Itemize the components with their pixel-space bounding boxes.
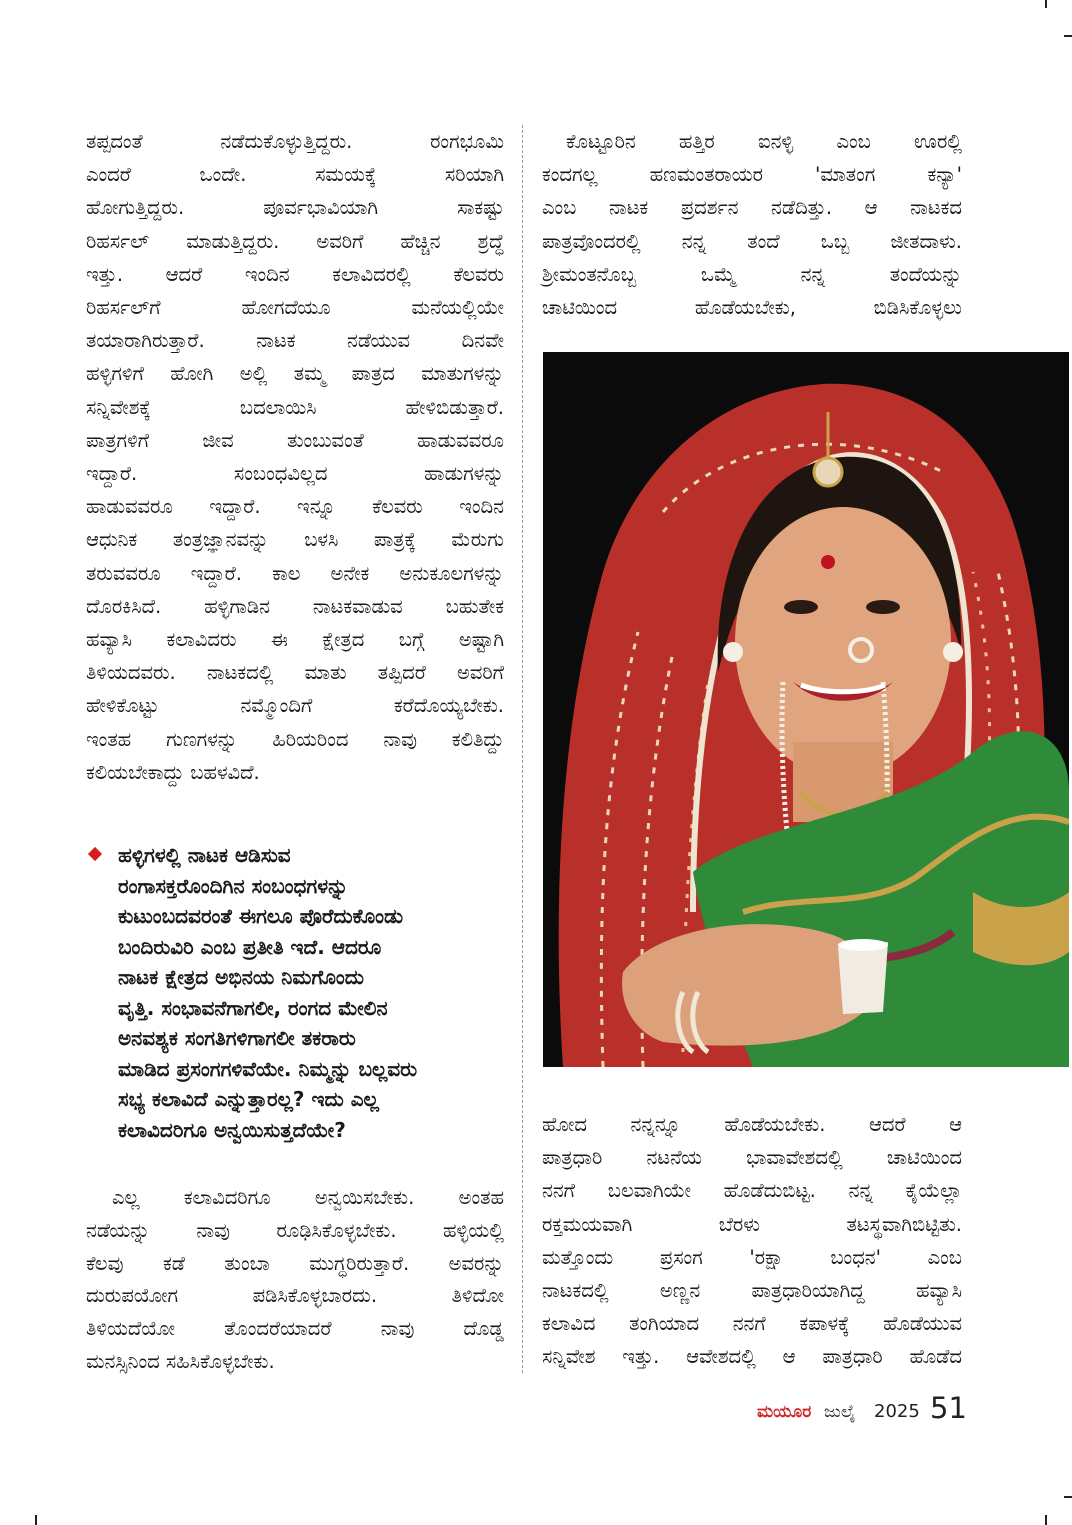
question-line: ಮಾಡಿದ ಪ್ರಸಂಗಗಳಿವೆಯೇ. ನಿಮ್ಮನ್ನು ಬಲ್ಲವರು bbox=[118, 1056, 418, 1081]
text-line: ಎಂಬ ನಾಟಕ ಪ್ರದರ್ಶನ ನಡೆದಿತ್ತು. ಆ ನಾಟಕದ bbox=[542, 196, 962, 220]
question-line: ರಂಗಾಸಕ್ತರೊಂದಿಗಿನ ಸಂಬಂಧಗಳನ್ನು bbox=[118, 873, 349, 898]
portrait-photo-illustration bbox=[543, 352, 1069, 1067]
text-line: ತಯಾರಾಗಿರುತ್ತಾರೆ. ನಾಟಕ ನಡೆಯುವ ದಿನವೇ bbox=[86, 329, 504, 353]
question-line: ಬಂದಿರುವಿರಿ ಎಂಬ ಪ್ರತೀತಿ ಇದೆ. ಆದರೂ bbox=[118, 934, 382, 959]
text-line: ಪಾತ್ರವೊಂದರಲ್ಲಿ ನನ್ನ ತಂದೆ ಒಬ್ಬ ಜೀತದಾಳು. bbox=[542, 229, 962, 253]
issue-month: ಜುಲೈ bbox=[824, 1402, 856, 1422]
text-line: ಇಂತಹ ಗುಣಗಳನ್ನು ಹಿರಿಯರಿಂದ ನಾವು ಕಲಿತಿದ್ದು bbox=[86, 727, 504, 751]
page-footer bbox=[752, 1390, 967, 1430]
text-line: ಹಾಡುವವರೂ ಇದ್ದಾರೆ. ಇನ್ನೂ ಕೆಲವರು ಇಂದಿನ bbox=[86, 495, 504, 519]
right-column-top bbox=[542, 125, 962, 324]
text-line: ತಪ್ಪದಂತೆ ನಡೆದುಕೊಳ್ಳುತ್ತಿದ್ದರು. ರಂಗಭೂಮಿ bbox=[86, 130, 504, 153]
question-line: ವೃತ್ತಿ. ಸಂಭಾವನೆಗಾಗಲೀ, ರಂಗದ ಮೇಲಿನ bbox=[118, 995, 388, 1020]
text-line: ಕಲಿಯಬೇಕಾದ್ದು ಬಹಳವಿದೆ. bbox=[86, 760, 260, 784]
text-line: ದೊರಕಿಸಿದೆ. ಹಳ್ಳಿಗಾಡಿನ ನಾಟಕವಾಡುವ ಬಹುತೇಕ bbox=[86, 594, 504, 618]
text-line: ಮತ್ತೊಂದು ಪ್ರಸಂಗ 'ರಕ್ಷಾ ಬಂಧನ' ಎಂಬ bbox=[542, 1245, 962, 1269]
crop-mark-bottom-right bbox=[1045, 1515, 1047, 1525]
text-line: ಕಲಾವಿದ ತಂಗಿಯಾದ ನನಗೆ ಕಪಾಳಕ್ಕೆ ಹೊಡೆಯುವ bbox=[542, 1312, 962, 1336]
text-line: ನಾಟಕದಲ್ಲಿ ಅಣ್ಣನ ಪಾತ್ರಧಾರಿಯಾಗಿದ್ದ ಹವ್ಯಾಸಿ bbox=[542, 1279, 962, 1303]
question-line: ನಾಟಕ ಕ್ಷೇತ್ರದ ಅಭಿನಯ ನಿಮಗೊಂದು bbox=[118, 965, 364, 989]
portrait-photo bbox=[543, 352, 1069, 1067]
answer-line: ದುರುಪಯೋಗ ಪಡಿಸಿಕೊಳ್ಳಬಾರದು. ತಿಳಿದೋ bbox=[86, 1284, 504, 1308]
answer-line: ಎಲ್ಲ ಕಲಾವಿದರಿಗೂ ಅನ್ವಯಿಸಬೇಕು. ಅಂತಹ bbox=[112, 1186, 504, 1209]
interview-question bbox=[86, 840, 506, 1145]
text-line: ಸನ್ನಿವೇಶ ಇತ್ತು. ಆವೇಶದಲ್ಲಿ ಆ ಪಾತ್ರಧಾರಿ ಹೊಡೆದ bbox=[542, 1345, 962, 1369]
text-line: ಹಳ್ಳಿಗಳಿಗೆ ಹೋಗಿ ಅಲ್ಲಿ ತಮ್ಮ ಪಾತ್ರದ ಮಾತುಗಳನ್ನು bbox=[86, 362, 504, 386]
question-line: ಹಳ್ಳಿಗಳಲ್ಲಿ ನಾಟಕ ಆಡಿಸುವ bbox=[118, 843, 291, 867]
text-line: ರಿಹರ್ಸಲ್‌ಗೆ ಹೋಗದೆಯೂ ಮನೆಯಲ್ಲಿಯೇ bbox=[86, 296, 504, 320]
text-line: ಪಾತ್ರಧಾರಿ ನಟನೆಯ ಭಾವಾವೇಶದಲ್ಲಿ ಚಾಟಿಯಿಂದ bbox=[542, 1146, 962, 1170]
question-line: ಅನವಶ್ಯಕ ಸಂಗತಿಗಳಿಗಾಗಲೀ ತಕರಾರು bbox=[118, 1026, 356, 1050]
question-line: ಕುಟುಂಬದವರಂತೆ ಈಗಲೂ ಪೊರೆದುಕೊಂಡು bbox=[118, 904, 404, 928]
page-number: 51 bbox=[930, 1391, 967, 1425]
answer-line: ತಿಳಿಯದೆಯೋ ತೊಂದರೆಯಾದರೆ ನಾವು ದೊಡ್ಡ bbox=[86, 1317, 504, 1341]
text-line: ಸನ್ನಿವೇಶಕ್ಕೆ ಬದಲಾಯಿಸಿ ಹೇಳಿಬಿಡುತ್ತಾರೆ. bbox=[86, 395, 504, 419]
crop-mark-right-upper bbox=[1064, 35, 1072, 37]
text-line: ತಿಳಿಯದವರು. ನಾಟಕದಲ್ಲಿ ಮಾತು ತಪ್ಪಿದರೆ ಅವರಿಗೆ bbox=[86, 661, 504, 685]
text-line: ಹೇಳಿಕೊಟ್ಟು ನಮ್ಮೊಂದಿಗೆ ಕರೆದೊಯ್ಯಬೇಕು. bbox=[86, 694, 504, 718]
text-line: ಚಾಟಿಯಿಂದ ಹೊಡೆಯಬೇಕು, ಬಿಡಿಸಿಕೊಳ್ಳಲು bbox=[542, 296, 962, 320]
text-line: ಹವ್ಯಾಸಿ ಕಲಾವಿದರು ಈ ಕ್ಷೇತ್ರದ ಬಗ್ಗೆ ಅಷ್ಟಾಗಿ bbox=[86, 628, 504, 652]
text-line: ಶ್ರೀಮಂತನೊಬ್ಬ ಒಮ್ಮೆ ನನ್ನ ತಂದೆಯನ್ನು bbox=[542, 262, 962, 286]
text-line: ರಿಹರ್ಸಲ್ ಮಾಡುತ್ತಿದ್ದರು. ಅವರಿಗೆ ಹೆಚ್ಚಿನ ಶ್ರದ್ಧೆ bbox=[86, 229, 504, 253]
column-divider bbox=[522, 125, 523, 1373]
issue-year: 2025 bbox=[874, 1401, 920, 1422]
text-line: ಹೋಗುತ್ತಿದ್ದರು. ಪೂರ್ವಭಾವಿಯಾಗಿ ಸಾಕಷ್ಟು bbox=[86, 196, 504, 220]
text-line: ಇತ್ತು. ಆದರೆ ಇಂದಿನ ಕಲಾವಿದರಲ್ಲಿ ಕೆಲವರು bbox=[86, 262, 504, 286]
question-line: ಕಲಾವಿದರಿಗೂ ಅನ್ವಯಿಸುತ್ತದೆಯೇ? bbox=[118, 1117, 346, 1142]
answer-line: ಕೆಲವು ಕಡೆ ತುಂಬಾ ಮುಗ್ಧರಿರುತ್ತಾರೆ. ಅವರನ್ನು bbox=[86, 1251, 504, 1275]
crop-mark-bottom-left bbox=[35, 1515, 37, 1525]
text-line: ತರುವವರೂ ಇದ್ದಾರೆ. ಕಾಲ ಅನೇಕ ಅನುಕೂಲಗಳನ್ನು bbox=[86, 561, 504, 585]
text-line: ರಕ್ತಮಯವಾಗಿ ಬೆರಳು ತಟಸ್ಥವಾಗಿಬಿಟ್ಟಿತು. bbox=[542, 1212, 962, 1236]
text-line: ಕೊಟ್ಟೂರಿನ ಹತ್ತಿರ ಐನಳ್ಳಿ ಎಂಬ ಊರಲ್ಲಿ bbox=[566, 130, 962, 153]
question-line: ಸಭ್ಯ ಕಲಾವಿದೆ ಎನ್ನುತ್ತಾರಲ್ಲ? ಇದು ಎಲ್ಲ bbox=[118, 1087, 379, 1111]
text-line: ನನಗೆ ಬಲವಾಗಿಯೇ ಹೊಡೆದುಬಿಟ್ಟ. ನನ್ನ ಕೈಯೆಲ್ಲಾ bbox=[542, 1179, 962, 1203]
text-line: ಆಧುನಿಕ ತಂತ್ರಜ್ಞಾನವನ್ನು ಬಳಸಿ ಪಾತ್ರಕ್ಕೆ ಮೆರುಗು bbox=[86, 528, 504, 552]
right-column-bottom bbox=[542, 1108, 962, 1374]
text-line: ಹೋದ ನನ್ನನ್ನೂ ಹೊಡೆಯಬೇಕು. ಆದರೆ ಆ bbox=[542, 1113, 962, 1136]
left-column-body bbox=[86, 125, 504, 789]
text-line: ಎಂದರೆ ಒಂದೇ. ಸಮಯಕ್ಕೆ ಸರಿಯಾಗಿ bbox=[86, 163, 504, 187]
crop-mark-top-right bbox=[1045, 0, 1047, 8]
interview-answer bbox=[86, 1182, 504, 1379]
answer-line: ನಡೆಯನ್ನು ನಾವು ರೂಢಿಸಿಕೊಳ್ಳಬೇಕು. ಹಳ್ಳಿಯಲ್ಲಿ bbox=[86, 1218, 504, 1242]
magazine-brand: ಮಯೂರ bbox=[757, 1402, 812, 1422]
answer-line: ಮನಸ್ಸಿನಿಂದ ಸಹಿಸಿಕೊಳ್ಳಬೇಕು. bbox=[86, 1349, 275, 1373]
crop-mark-right-lower bbox=[1064, 1496, 1072, 1498]
text-line: ಕಂದಗಲ್ಲ ಹಣಮಂತರಾಯರ 'ಮಾತಂಗ ಕನ್ಯಾ' bbox=[542, 163, 962, 187]
text-line: ಇದ್ದಾರೆ. ಸಂಬಂಧವಿಲ್ಲದ ಹಾಡುಗಳನ್ನು bbox=[86, 462, 504, 486]
text-line: ಪಾತ್ರಗಳಿಗೆ ಜೀವ ತುಂಬುವಂತೆ ಹಾಡುವವರೂ bbox=[86, 428, 504, 452]
